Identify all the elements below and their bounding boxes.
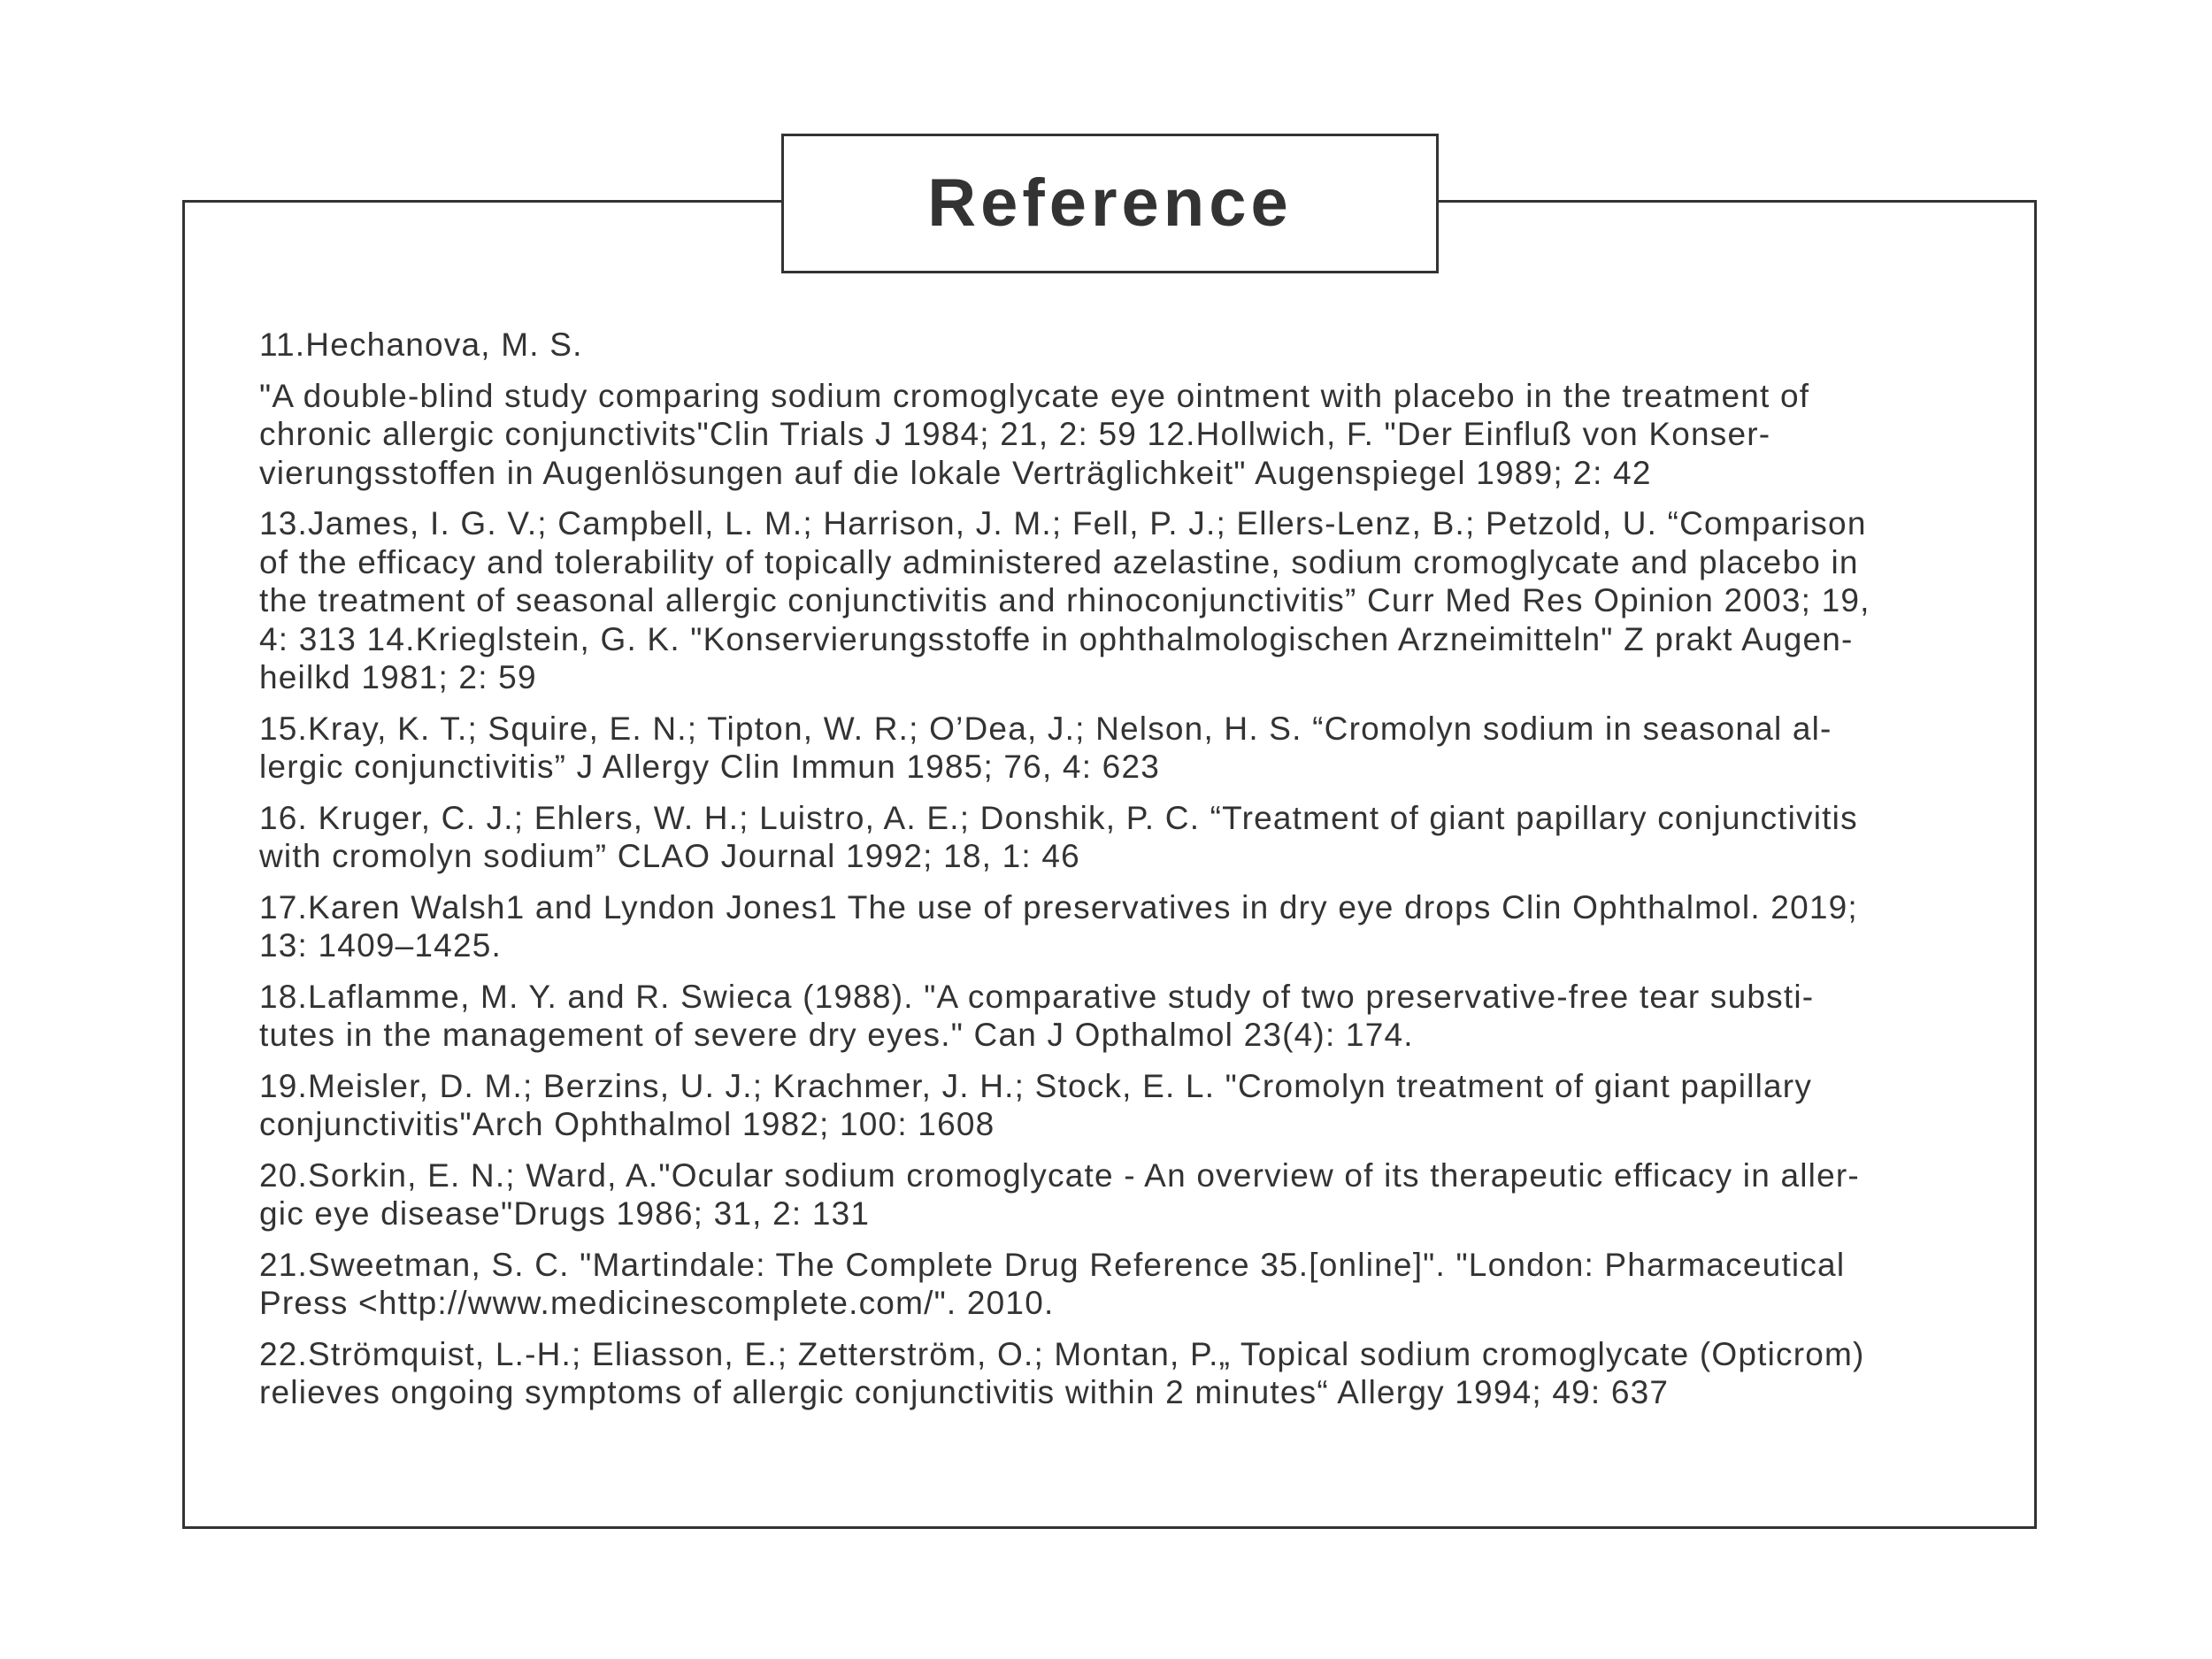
reference-item: 20.Sorkin, E. N.; Ward, A."Ocular sodium cromoglycate - An overview of its therapeutic efficacy in aller- gic eye disease"Drugs 1986; 31, 2: 131 [259, 1156, 1860, 1232]
reference-item: 13.James, I. G. V.; Campbell, L. M.; Harrison, J. M.; Fell, P. J.; Ellers-Lenz, B.; Petzold, U. “Comparison of the efficacy and tolerability of topically administered azelastine, sodium cromoglycate and placebo in the treatment of seasonal allergic conjunctivitis and rhinoconjunctivitis” Curr Med Res Opinion 2003; 19, 4: 313 14.Krieglstein, G. K. "Konservierungsstoffe in ophthalmologischen Arzneimitteln" Z prakt Augen- heilkd 1981; 2: 59 [259, 505, 1870, 695]
reference-item: 16. Kruger, C. J.; Ehlers, W. H.; Luistro, A. E.; Donshik, P. C. “Treatment of giant papillary conjunctivitis with cromolyn sodium” CLAO Journal 1992; 18, 1: 46 [259, 799, 1858, 874]
reference-item: 18.Laflamme, M. Y. and R. Swieca (1988). "A comparative study of two preservative-free tear substi- tutes in the management of severe dry eyes." Can J Opthalmol 23(4): 174. [259, 978, 1815, 1053]
reference-item: 22.Strömquist, L.-H.; Eliasson, E.; Zetterström, O.; Montan, P.„ Topical sodium cromoglycate (Opticrom) relieves ongoing symptoms of allergic conjunctivitis within 2 minutes“ Allergy 1994; 49: 637 [259, 1335, 1865, 1410]
reference-item: 15.Kray, K. T.; Squire, E. N.; Tipton, W. R.; O’Dea, J.; Nelson, H. S. “Cromolyn sodium in seasonal al- lergic conjunctivitis” J Allergy Clin Immun 1985; 76, 4: 623 [259, 710, 1832, 785]
reference-item: 21.Sweetman, S. C. "Martindale: The Complete Drug Reference 35.[online]". "London: Pharmaceutical Press <http://www.medicinescomplete.com/". 2010. [259, 1246, 1846, 1321]
reference-item: 11.Hechanova, M. S. [259, 326, 583, 363]
reference-item: 17.Karen Walsh1 and Lyndon Jones1 The use of preservatives in dry eye drops Clin Ophthalmol. 2019; 13: 1409–1425. [259, 888, 1858, 964]
title-box [781, 134, 1439, 273]
reference-list [259, 326, 1993, 1425]
reference-item: 19.Meisler, D. M.; Berzins, U. J.; Krachmer, J. H.; Stock, E. L. "Cromolyn treatment of giant papillary conjunctivitis"Arch Ophthalmol 1982; 100: 1608 [259, 1067, 1813, 1142]
reference-item: "A double-blind study comparing sodium cromoglycate eye ointment with placebo in the treatment of chronic allergic conjunctivits"Clin Trials J 1984; 21, 2: 59 12.Hollwich, F. "Der Einfluß von Konser- vierungsstoffen in Augenlösungen auf die lokale Verträglichkeit" Augenspiegel 1989; 2: 42 [259, 377, 1810, 491]
page-title: Reference [927, 165, 1293, 241]
